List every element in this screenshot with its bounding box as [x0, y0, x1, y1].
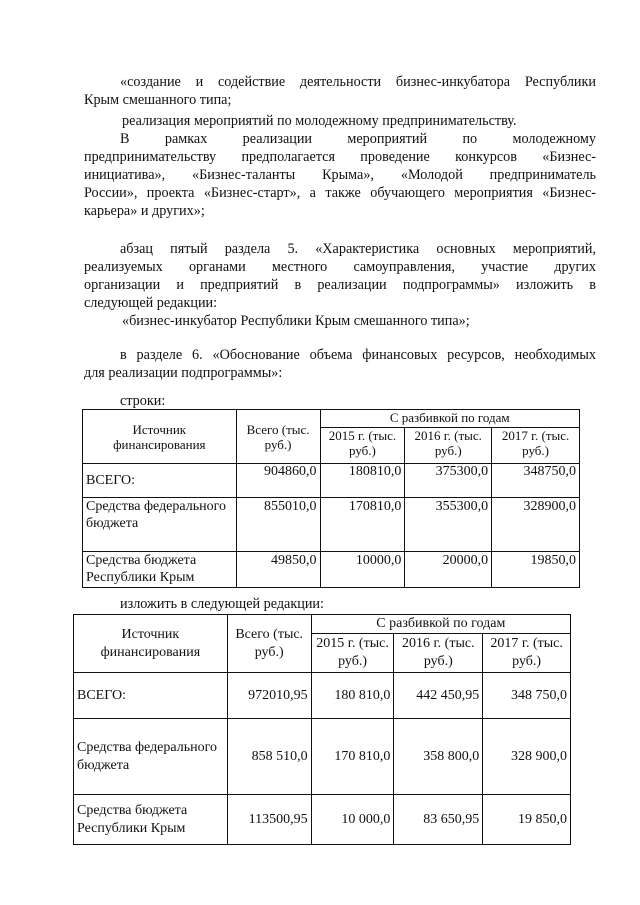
para1-line3: реализация мероприятий по молодежному предпринимательству.	[122, 113, 517, 129]
para1-line4: В рамках реализации мероприятий по молодежному	[120, 131, 596, 147]
table-new-cell: 858 510,0	[227, 719, 311, 795]
table-new-cell: 358 800,0	[394, 719, 483, 795]
table-new-cell: 348 750,0	[483, 673, 571, 719]
table-old-row-total-name: ВСЕГО:	[83, 464, 237, 498]
table-new-header-2015: 2015 г. (тыс. руб.)	[311, 634, 394, 673]
para2-line1: абзац пятый раздела 5. «Характеристика основных мероприятий,	[120, 241, 596, 257]
table-old-header-2017: 2017 г. (тыс. руб.)	[492, 428, 580, 464]
table-old-cell: 355300,0	[405, 498, 492, 552]
table-old-row-crimea-name: Средства бюджета Республики Крым	[83, 552, 237, 588]
table-new-header-by-year: С разбивкой по годам	[311, 615, 570, 634]
table-new-header-2017: 2017 г. (тыс. руб.)	[483, 634, 571, 673]
table-new-cell: 972010,95	[227, 673, 311, 719]
table-new-cell: 328 900,0	[483, 719, 571, 795]
para2-line2: реализуемых органами местного самоуправления, участие других	[84, 259, 596, 275]
para1-line6: инициатива», «Бизнес-таланты Крыма», «Молодой предприниматель	[84, 167, 596, 183]
table-new-header-source: Источник финансирования	[74, 615, 228, 673]
table-old-cell: 20000,0	[405, 552, 492, 588]
table-old-cell: 375300,0	[405, 464, 492, 498]
para3-line1: в разделе 6. «Обоснование объема финансовых ресурсов, необходимых	[120, 347, 596, 363]
label-rows: строки:	[120, 393, 166, 409]
table-old-cell: 348750,0	[492, 464, 580, 498]
para2-line4: следующей редакции:	[84, 295, 218, 311]
table-new-row-crimea-name: Средства бюджета Республики Крым	[74, 795, 228, 845]
para1-line5: предпринимательству предполагается проведение конкурсов «Бизнес-	[84, 149, 596, 165]
table-old-header-source: Источник финансирования	[83, 410, 237, 464]
label-replace: изложить в следующей редакции:	[120, 596, 324, 612]
table-new-cell: 180 810,0	[311, 673, 394, 719]
table-new-row-federal-name: Средства федерального бюджета	[74, 719, 228, 795]
table-old	[82, 409, 580, 588]
table-new-header-total: Всего (тыс. руб.)	[227, 615, 311, 673]
table-new-cell: 113500,95	[227, 795, 311, 845]
table-new-cell: 83 650,95	[394, 795, 483, 845]
table-old-header-by-year: С разбивкой по годам	[320, 410, 580, 428]
table-new	[73, 614, 571, 845]
table-new-cell: 442 450,95	[394, 673, 483, 719]
table-old-cell: 180810,0	[320, 464, 405, 498]
table-old-cell: 904860,0	[236, 464, 320, 498]
table-old-row-federal-name: Средства федерального бюджета	[83, 498, 237, 552]
para3-line2: для реализации подпрограммы»:	[84, 365, 283, 381]
table-new-cell: 10 000,0	[311, 795, 394, 845]
para1-line2: Крым смешанного типа;	[84, 92, 232, 108]
para1-line8: карьера» и других»;	[84, 203, 205, 219]
table-old-header-total: Всего (тыс. руб.)	[236, 410, 320, 464]
table-new-cell: 170 810,0	[311, 719, 394, 795]
table-new-cell: 19 850,0	[483, 795, 571, 845]
para1-line7: России», проекта «Бизнес-старт», а также обучающего мероприятия «Бизнес-	[84, 185, 596, 201]
table-old-cell: 19850,0	[492, 552, 580, 588]
para1-line1: «создание и содействие деятельности бизнес-инкубатора Республики	[120, 74, 596, 90]
table-old-cell: 10000,0	[320, 552, 405, 588]
table-new-header-2016: 2016 г. (тыс. руб.)	[394, 634, 483, 673]
table-old-cell: 170810,0	[320, 498, 405, 552]
table-old-header-2016: 2016 г. (тыс. руб.)	[405, 428, 492, 464]
table-old-cell: 49850,0	[236, 552, 320, 588]
table-old-header-2015: 2015 г. (тыс. руб.)	[320, 428, 405, 464]
para2-line3: организации и предприятий в реализации подпрограммы» изложить в	[84, 277, 596, 293]
table-old-cell: 855010,0	[236, 498, 320, 552]
para2-line5: «бизнес-инкубатор Республики Крым смешанного типа»;	[122, 313, 470, 329]
table-new-row-total-name: ВСЕГО:	[74, 673, 228, 719]
table-old-cell: 328900,0	[492, 498, 580, 552]
